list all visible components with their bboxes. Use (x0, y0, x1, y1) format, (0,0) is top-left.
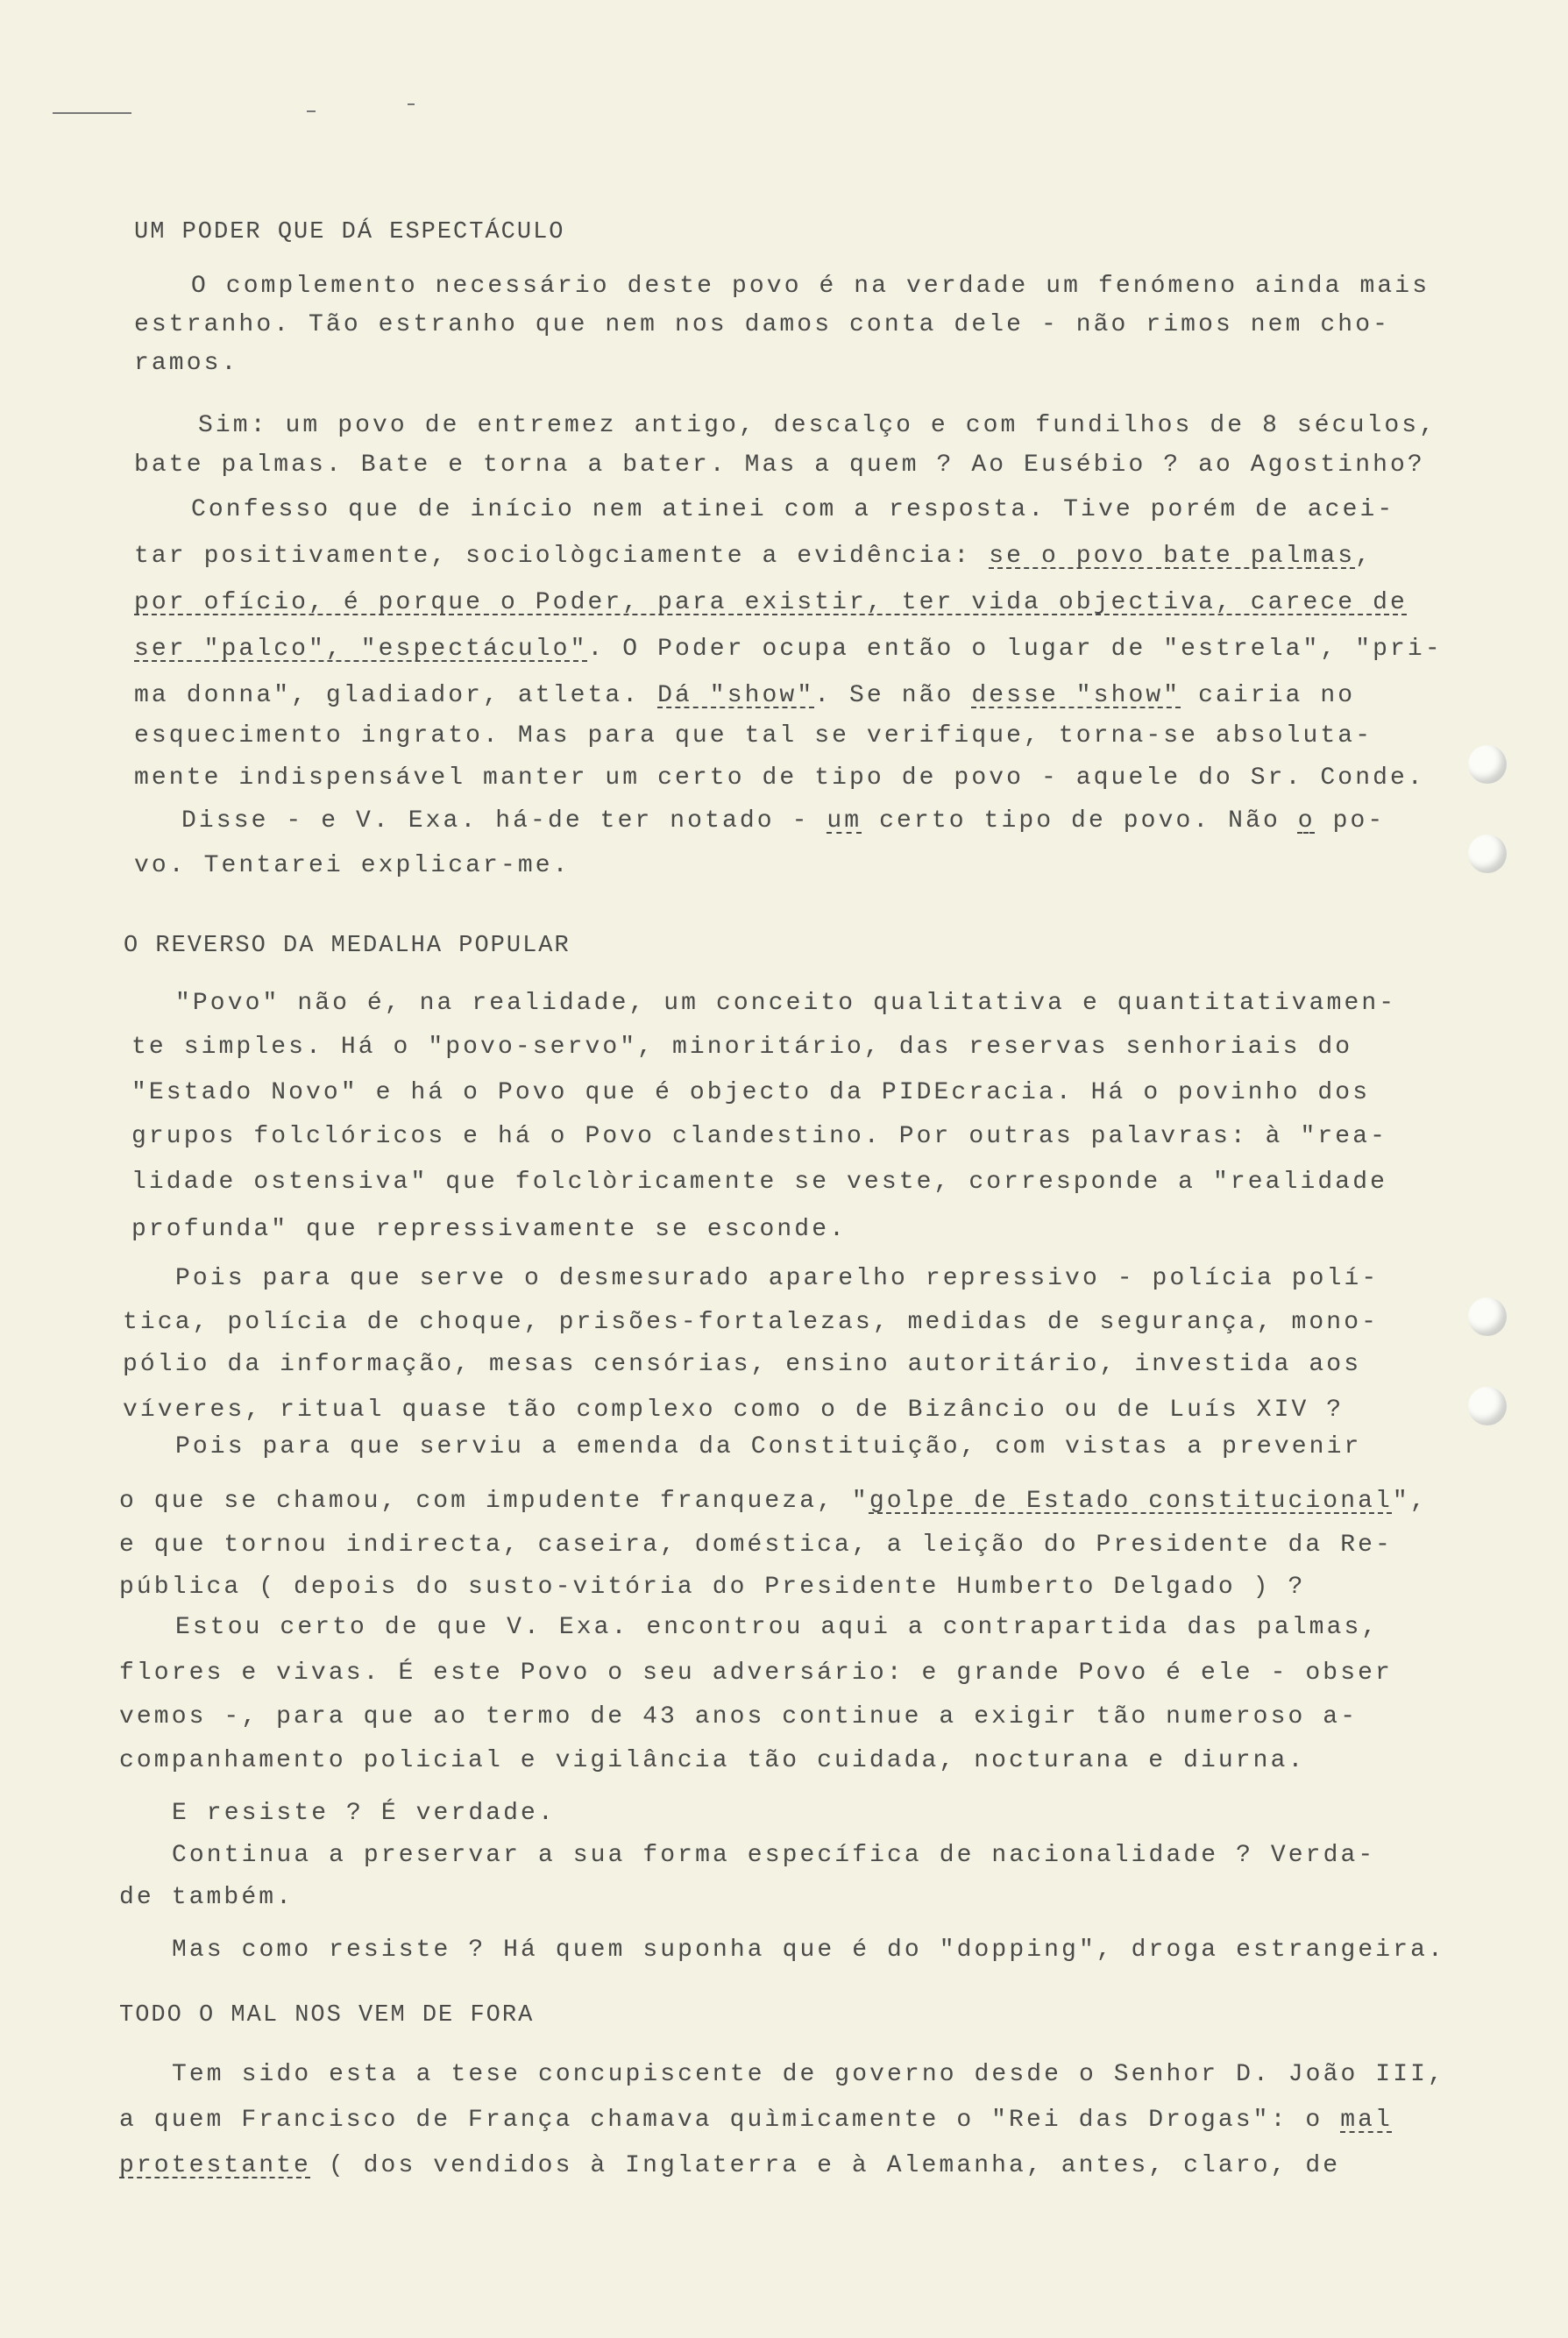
text-line (134, 851, 571, 881)
section-heading (134, 217, 564, 247)
text-line (134, 764, 1425, 793)
text-segment: o que se chamou, com impudente franqueza, " (119, 1488, 869, 1515)
text-line (134, 721, 1373, 751)
text-segment: vo. Tentarei explicar-me. (134, 852, 571, 879)
text-line (175, 1613, 1379, 1643)
text-segment: . Se não (814, 682, 972, 709)
text-segment: tica, polícia de choque, prisões-fortalezas, medidas de segurança, mono- (123, 1309, 1379, 1336)
text-segment: bate palmas. Bate e torna a bater. Mas a quem ? Ao Eusébio ? ao Agostinho? (134, 451, 1425, 479)
text-line (119, 1702, 1358, 1732)
text-line (131, 1168, 1387, 1197)
text-segment: ma donna", gladiador, atleta. (134, 682, 658, 709)
text-line (119, 2151, 1340, 2181)
text-segment: grupos folclóricos e há o Povo clandestino. Por outras palavras: à "rea- (131, 1123, 1387, 1150)
text-segment: cairia no (1181, 682, 1356, 709)
text-line (131, 1033, 1352, 1062)
text-segment: "Povo" não é, na realidade, um conceito qualitativa e quantitativamen- (175, 990, 1397, 1017)
text-line (181, 807, 1385, 836)
text-segment: te simples. Há o "povo-servo", minoritário, das reservas senhoriais do (131, 1034, 1353, 1061)
underlined-text: desse "show" (971, 682, 1181, 709)
section-heading (124, 931, 571, 961)
text-line (175, 1264, 1379, 1294)
underlined-text: o (1297, 807, 1316, 835)
text-segment: UM PODER QUE DÁ ESPECTÁCULO (134, 219, 565, 245)
text-line (119, 2106, 1393, 2135)
text-segment: Mas como resiste ? Há quem suponha que é do "dopping", droga estrangeira. (172, 1936, 1445, 1964)
text-segment: "Estado Novo" e há o Povo que é objecto da PIDEcracia. Há o povinho dos (131, 1079, 1371, 1106)
text-segment: E resiste ? É verdade. (172, 1800, 556, 1827)
text-segment: po- (1315, 807, 1386, 835)
text-segment: O complemento necessário deste povo é na verdade um fenómeno ainda mais (191, 273, 1430, 300)
text-segment: , (1355, 543, 1373, 570)
text-segment: lidade ostensiva" que folclòricamente se veste, corresponde a "realidade (131, 1169, 1387, 1196)
text-segment: profunda" que repressivamente se esconde. (131, 1216, 848, 1243)
text-line (119, 1659, 1393, 1688)
text-segment: esquecimento ingrato. Mas para que tal se verifique, torna-se absoluta- (134, 722, 1373, 750)
text-segment: O REVERSO DA MEDALHA POPULAR (124, 933, 571, 959)
text-segment: de também. (119, 1884, 294, 1911)
underlined-text: um (827, 807, 862, 835)
punch-hole (1468, 1387, 1507, 1425)
text-line (198, 411, 1437, 441)
text-segment: estranho. Tão estranho que nem nos damos conta dele - não rimos nem cho- (134, 311, 1390, 338)
punch-hole (1468, 835, 1507, 873)
text-line (119, 1487, 1428, 1517)
punch-hole (1468, 1297, 1507, 1336)
scan-mark (53, 112, 131, 114)
text-line (119, 1531, 1393, 1560)
underlined-text: ser "palco", "espectáculo" (134, 636, 588, 663)
text-line (119, 1883, 294, 1913)
text-line (172, 2060, 1445, 2090)
text-line (191, 272, 1430, 302)
text-line (123, 1350, 1361, 1380)
text-segment: pública ( depois do susto-vitória do Presidente Humberto Delgado ) ? (119, 1574, 1306, 1601)
text-segment: mente indispensável manter um certo de tipo de povo - aquele do Sr. Conde. (134, 764, 1425, 792)
underlined-text: mal (1340, 2107, 1393, 2134)
text-line (134, 451, 1425, 480)
underlined-text: se o povo bate palmas (989, 543, 1356, 570)
text-line (134, 681, 1355, 711)
text-line (191, 495, 1394, 525)
text-segment: tar positivamente, sociològciamente a evidência: (134, 543, 990, 570)
text-segment: TODO O MAL NOS VEM DE FORA (119, 2002, 535, 2029)
scan-mark (307, 110, 316, 112)
underlined-text: protestante (119, 2152, 311, 2179)
text-line (131, 1078, 1370, 1108)
section-heading (119, 2000, 534, 2030)
text-segment: Estou certo de que V. Exa. encontrou aqui a contrapartida das palmas, (175, 1614, 1380, 1641)
text-segment: ramos. (134, 350, 239, 377)
text-segment: Disse - e V. Exa. há-de ter notado - (181, 807, 827, 835)
text-segment: certo tipo de povo. Não (862, 807, 1298, 835)
text-segment: vemos -, para que ao termo de 43 anos continue a exigir tão numeroso a- (119, 1703, 1359, 1730)
text-line (172, 1841, 1375, 1871)
text-segment: Pois para que serve o desmesurado aparelho repressivo - polícia polí- (175, 1265, 1380, 1292)
text-line (134, 635, 1443, 664)
text-line (134, 542, 1373, 572)
text-line (131, 1122, 1387, 1152)
text-line (172, 1936, 1445, 1965)
text-segment: . O Poder ocupa então o lugar de "estrela", "pri- (587, 636, 1443, 663)
text-line (131, 1215, 847, 1245)
text-line (172, 1799, 556, 1829)
text-segment: Continua a preservar a sua forma específica de nacionalidade ? Verda- (172, 1842, 1376, 1869)
underlined-text: por ofício, é porque o Poder, para existir, ter vida objectiva, carece de (134, 589, 1408, 616)
text-segment: Confesso que de início nem atinei com a resposta. Tive porém de acei- (191, 496, 1395, 523)
text-segment: ( dos vendidos à Inglaterra e à Alemanha, antes, claro, de (310, 2152, 1341, 2179)
text-line (123, 1396, 1344, 1425)
punch-hole (1468, 745, 1507, 784)
text-line (175, 989, 1396, 1019)
text-segment: flores e vivas. É este Povo o seu adversário: e grande Povo é ele - obser (119, 1659, 1393, 1687)
text-line (119, 1746, 1305, 1776)
text-line (175, 1432, 1361, 1462)
text-segment: a quem Francisco de França chamava quìmicamente o "Rei das Drogas": o (119, 2107, 1341, 2134)
text-segment: Sim: um povo de entremez antigo, descalço e com fundilhos de 8 séculos, (198, 412, 1437, 439)
text-line (119, 1573, 1305, 1602)
text-line (134, 310, 1390, 340)
text-segment: víveres, ritual quase tão complexo como o de Bizâncio ou de Luís XIV ? (123, 1396, 1345, 1424)
text-line (134, 349, 238, 379)
scan-mark (408, 103, 415, 105)
text-segment: e que tornou indirecta, caseira, doméstica, a leição do Presidente da Re- (119, 1531, 1393, 1559)
text-segment: pólio da informação, mesas censórias, ensino autoritário, investida aos (123, 1351, 1362, 1378)
text-segment: ", (1392, 1488, 1428, 1515)
text-line (123, 1308, 1379, 1338)
underlined-text: Dá "show" (657, 682, 815, 709)
underlined-text: golpe de Estado constitucional (869, 1488, 1393, 1515)
text-segment: Pois para que serviu a emenda da Constituição, com vistas a prevenir (175, 1433, 1362, 1460)
text-segment: companhamento policial e vigilância tão cuidada, nocturana e diurna. (119, 1747, 1306, 1774)
text-line (134, 588, 1408, 618)
text-segment: Tem sido esta a tese concupiscente de governo desde o Senhor D. João III, (172, 2061, 1445, 2088)
